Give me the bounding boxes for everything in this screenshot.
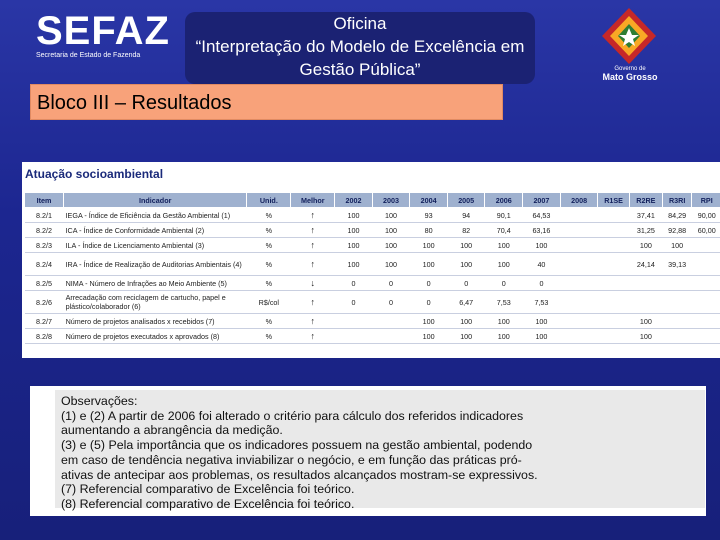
title-line-1: Oficina [333, 14, 387, 33]
cell-v2004: 100 [410, 253, 448, 276]
column-header: Item [25, 193, 64, 208]
notes-line: (1) e (2) A partir de 2006 foi alterado o critério para cálculo dos referidos indicadores [61, 408, 524, 423]
cell-v2006: 0 [485, 276, 523, 291]
cell-v2004: 0 [410, 291, 448, 314]
cell-r1se [598, 276, 629, 291]
cell-v2002 [335, 329, 373, 344]
cell-v2006: 90,1 [485, 208, 523, 223]
notes-line: ativas de antecipar aos problemas, os resultados alcançados mostram-se expressivos. [61, 467, 538, 482]
cell-indicador: IEGA - Índice de Eficiência da Gestão Ambiental (1) [64, 208, 247, 223]
cell-r1se [598, 208, 629, 223]
cell-v2005: 6,47 [447, 291, 485, 314]
cell-v2003: 0 [372, 276, 410, 291]
gov-line-1: Governo de [614, 66, 646, 72]
cell-v2008 [560, 276, 598, 291]
table-row [25, 253, 720, 276]
cell-v2006: 100 [485, 253, 523, 276]
cell-v2003: 0 [372, 291, 410, 314]
column-header: RPI [692, 193, 720, 208]
best-direction-cell [291, 291, 335, 314]
cell-rpi [692, 314, 720, 329]
cell-unid: % [247, 276, 291, 291]
column-header: 2004 [410, 193, 448, 208]
cell-v2002: 100 [335, 223, 373, 238]
logo-subtitle: Secretaria de Estado de Fazenda [36, 52, 141, 59]
notes-heading: Observações: [61, 394, 138, 408]
best-direction-cell [291, 253, 335, 276]
cell-v2004: 93 [410, 208, 448, 223]
cell-v2008 [560, 223, 598, 238]
cell-v2002 [335, 314, 373, 329]
cell-v2008 [560, 238, 598, 253]
cell-rpi [692, 329, 720, 344]
cell-v2008 [560, 291, 598, 314]
notes-line: em caso de tendência negativa inviabilizar o negócio, e em função das práticas pró- [61, 452, 522, 467]
best-direction-cell [291, 329, 335, 344]
cell-v2003: 100 [372, 223, 410, 238]
column-header: Melhor [291, 193, 335, 208]
cell-v2007: 0 [523, 276, 561, 291]
cell-r3ri: 92,88 [662, 223, 691, 238]
cell-r2re: 100 [629, 238, 662, 253]
cell-v2005: 100 [447, 329, 485, 344]
cell-item: 8.2/3 [25, 238, 64, 253]
gov-line-2: Mato Grosso [602, 72, 658, 82]
table-body [25, 208, 720, 344]
table-row [25, 329, 720, 344]
best-direction-cell [291, 314, 335, 329]
notes-line: (8) Referencial comparativo de Excelência foi teórico. [61, 496, 355, 511]
cell-r3ri: 39,13 [662, 253, 691, 276]
best-direction-cell [291, 238, 335, 253]
table-row [25, 276, 720, 291]
notes-panel [30, 386, 706, 516]
arrow-up-icon: ↑ [310, 316, 315, 326]
cell-v2008 [560, 253, 598, 276]
cell-v2003: 100 [372, 238, 410, 253]
cell-rpi [692, 253, 720, 276]
cell-v2002: 0 [335, 291, 373, 314]
cell-r3ri [662, 291, 691, 314]
results-table [24, 192, 720, 344]
cell-r3ri: 84,29 [662, 208, 691, 223]
title-line-2: “Interpretação do Modelo de Excelência em [195, 37, 525, 56]
column-header: R2RE [629, 193, 662, 208]
arrow-down-icon: ↓ [310, 278, 315, 288]
cell-r1se [598, 314, 629, 329]
cell-indicador: ICA - Índice de Conformidade Ambiental (2) [64, 223, 247, 238]
cell-v2004: 80 [410, 223, 448, 238]
cell-indicador: NIMA - Número de Infrações ao Meio Ambiente (5) [64, 276, 247, 291]
cell-v2007: 64,53 [523, 208, 561, 223]
notes-line: (3) e (5) Pela importância que os indicadores possuem na gestão ambiental, podendo [61, 438, 533, 453]
cell-v2005: 94 [447, 208, 485, 223]
cell-v2007: 7,53 [523, 291, 561, 314]
cell-indicador: ILA - Índice de Licenciamento Ambiental (3) [64, 238, 247, 253]
arrow-up-icon: ↑ [310, 297, 315, 307]
column-header: R3RI [662, 193, 691, 208]
cell-r2re: 100 [629, 314, 662, 329]
cell-v2008 [560, 329, 598, 344]
cell-indicador: Arrecadação com reciclagem de cartucho, papel e plástico/colaborador (6) [64, 291, 247, 314]
cell-v2005: 0 [447, 276, 485, 291]
arrow-up-icon: ↑ [310, 240, 315, 250]
table-header-row [25, 193, 720, 208]
column-header: 2005 [447, 193, 485, 208]
cell-v2006: 70,4 [485, 223, 523, 238]
cell-rpi [692, 291, 720, 314]
cell-v2007: 63,16 [523, 223, 561, 238]
column-header: 2007 [523, 193, 561, 208]
title-line-3: Gestão Pública” [299, 60, 421, 79]
cell-item: 8.2/1 [25, 208, 64, 223]
cell-v2005: 82 [447, 223, 485, 238]
cell-rpi [692, 276, 720, 291]
best-direction-cell [291, 208, 335, 223]
cell-v2005: 100 [447, 314, 485, 329]
cell-r3ri [662, 276, 691, 291]
results-table-panel [22, 162, 720, 358]
column-header: 2006 [485, 193, 523, 208]
column-header: R1SE [598, 193, 629, 208]
sefaz-logo [36, 9, 186, 60]
cell-r3ri [662, 329, 691, 344]
block-title-bar [30, 84, 503, 120]
cell-item: 8.2/6 [25, 291, 64, 314]
cell-v2006: 100 [485, 314, 523, 329]
block-title: Bloco III – Resultados [37, 92, 232, 114]
cell-item: 8.2/8 [25, 329, 64, 344]
cell-r3ri: 100 [662, 238, 691, 253]
cell-v2007: 100 [523, 329, 561, 344]
cell-v2004: 100 [410, 329, 448, 344]
notes-line: (7) Referencial comparativo de Excelência foi teórico. [61, 482, 355, 497]
notes-line: aumentando a abrangência da medição. [61, 423, 283, 438]
cell-r2re [629, 276, 662, 291]
cell-r1se [598, 253, 629, 276]
cell-unid: % [247, 238, 291, 253]
cell-r1se [598, 238, 629, 253]
cell-v2006: 100 [485, 329, 523, 344]
cell-r2re: 24,14 [629, 253, 662, 276]
cell-item: 8.2/2 [25, 223, 64, 238]
cell-r2re [629, 291, 662, 314]
cell-v2002: 100 [335, 208, 373, 223]
cell-v2004: 0 [410, 276, 448, 291]
cell-item: 8.2/7 [25, 314, 64, 329]
cell-v2004: 100 [410, 314, 448, 329]
arrow-up-icon: ↑ [310, 210, 315, 220]
cell-r2re: 31,25 [629, 223, 662, 238]
cell-v2003: 100 [372, 253, 410, 276]
cell-v2003: 100 [372, 208, 410, 223]
cell-v2002: 100 [335, 253, 373, 276]
cell-r1se [598, 291, 629, 314]
cell-v2007: 100 [523, 238, 561, 253]
best-direction-cell [291, 223, 335, 238]
column-header: 2008 [560, 193, 598, 208]
cell-indicador: Número de projetos analisados x recebidos (7) [64, 314, 247, 329]
column-header: 2003 [372, 193, 410, 208]
section-title: Atuação socioambiental [25, 167, 164, 181]
cell-indicador: IRA - Índice de Realização de Auditorias Ambientais (4) [64, 253, 247, 276]
cell-rpi [692, 238, 720, 253]
column-header: Indicador [64, 193, 247, 208]
cell-unid: % [247, 329, 291, 344]
notes-box [55, 390, 705, 511]
cell-r2re: 100 [629, 329, 662, 344]
cell-v2008 [560, 208, 598, 223]
best-direction-cell [291, 276, 335, 291]
arrow-up-icon: ↑ [310, 331, 315, 341]
cell-item: 8.2/4 [25, 253, 64, 276]
cell-v2008 [560, 314, 598, 329]
cell-unid: R$/col [247, 291, 291, 314]
column-header: Unid. [247, 193, 291, 208]
cell-r3ri [662, 314, 691, 329]
gov-logo-text [598, 66, 662, 82]
cell-unid: % [247, 253, 291, 276]
cell-v2006: 7,53 [485, 291, 523, 314]
cell-v2006: 100 [485, 238, 523, 253]
cell-indicador: Número de projetos executados x aprovados (8) [64, 329, 247, 344]
arrow-up-icon: ↑ [310, 259, 315, 269]
table-row [25, 314, 720, 329]
cell-unid: % [247, 208, 291, 223]
cell-r2re: 37,41 [629, 208, 662, 223]
table-row [25, 208, 720, 223]
cell-unid: % [247, 314, 291, 329]
cell-v2005: 100 [447, 238, 485, 253]
table-row [25, 238, 720, 253]
title-box [185, 12, 535, 84]
cell-rpi: 60,00 [692, 223, 720, 238]
table-row [25, 223, 720, 238]
cell-v2003 [372, 314, 410, 329]
arrow-up-icon: ↑ [310, 225, 315, 235]
table-row [25, 291, 720, 314]
cell-v2007: 100 [523, 314, 561, 329]
cell-r1se [598, 329, 629, 344]
logo-text: SEFAZ [36, 9, 170, 53]
cell-r1se [598, 223, 629, 238]
cell-v2004: 100 [410, 238, 448, 253]
cell-item: 8.2/5 [25, 276, 64, 291]
cell-v2002: 100 [335, 238, 373, 253]
cell-v2002: 0 [335, 276, 373, 291]
cell-v2005: 100 [447, 253, 485, 276]
column-header: 2002 [335, 193, 373, 208]
cell-v2003 [372, 329, 410, 344]
cell-unid: % [247, 223, 291, 238]
cell-v2007: 40 [523, 253, 561, 276]
cell-rpi: 90,00 [692, 208, 720, 223]
